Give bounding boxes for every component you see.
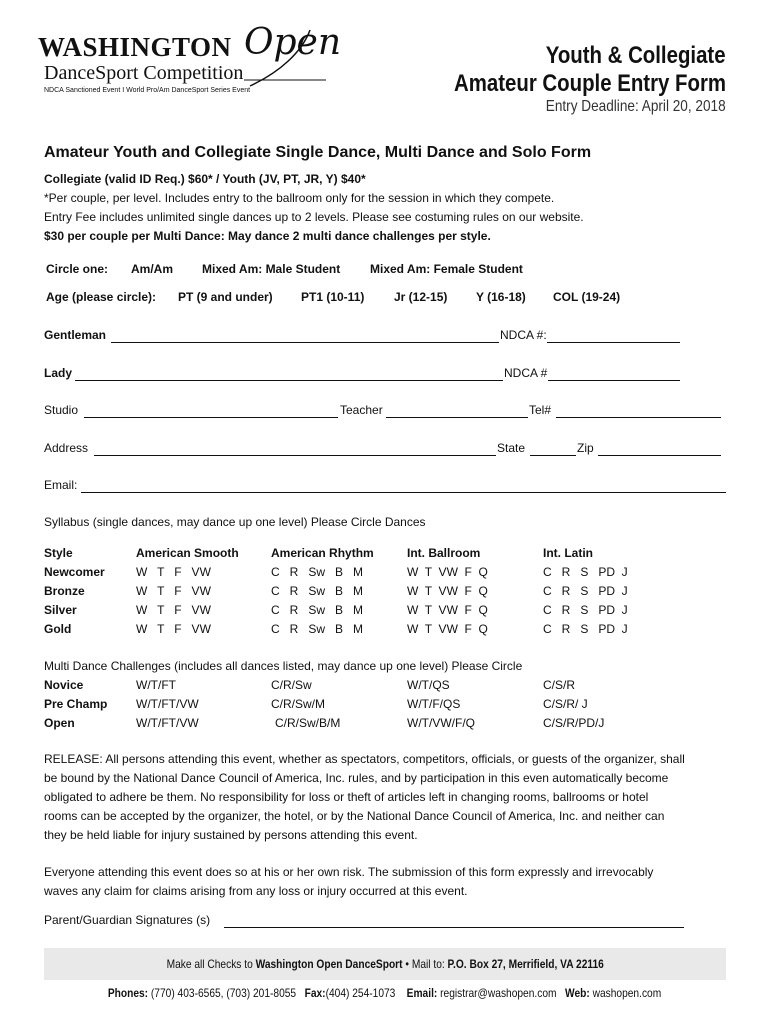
level-label: Bronze [44,584,85,598]
multi-smooth[interactable]: W/T/FT [136,678,176,692]
dances-smooth[interactable]: W T F VW [136,584,211,598]
ndca-label-2: NDCA # [504,366,548,380]
phones-value: (770) 403-6565, (703) 201-8055 [151,986,297,1000]
age-option-pt1[interactable]: PT1 (10-11) [301,290,365,304]
syllabus-header-ballroom: Int. Ballroom [407,546,481,560]
signature-label: Parent/Guardian Signatures (s) [44,913,211,927]
form-title-line1: Youth & Collegiate [546,42,726,69]
age-label: Age (please circle): [46,290,157,304]
multi-ballroom[interactable]: W/T/VW/F/Q [407,716,475,730]
multi-smooth[interactable]: W/T/FT/VW [136,716,199,730]
tel-field[interactable] [556,417,721,418]
multi-rhythm[interactable]: C/R/Sw/B/M [275,716,341,730]
risk-line-1: Everyone attending this event does so at his or her own risk. The submission of this form expressly and irrevocably [44,865,654,879]
release-line-3: obligated to adhere be them. No responsibility for loss or theft of articles left in changing rooms, ballrooms or hotel [44,790,649,804]
multi-fee-note: $30 per couple per Multi Dance: May dance 2 multi dance challenges per style. [44,229,491,243]
option-mixed-male[interactable]: Mixed Am: Male Student [202,262,341,276]
level-label: Pre Champ [44,697,108,711]
ndca-label-1: NDCA #: [500,328,547,342]
dances-ballroom[interactable]: W T VW F Q [407,565,488,579]
address-field[interactable] [94,455,496,456]
signature-field[interactable] [224,927,684,928]
dances-ballroom[interactable]: W T VW F Q [407,584,488,598]
logo-washington: WASHINGTON [38,32,232,62]
state-label: State [497,441,526,455]
web-label: Web: [565,986,591,1000]
dances-smooth[interactable]: W T F VW [136,603,211,617]
fee-line: Collegiate (valid ID Req.) $60* / Youth (JV, PT, JR, Y) $40* [44,172,366,186]
dances-smooth[interactable]: W T F VW [136,622,211,636]
mail-address: P.O. Box 27, Merrifield, VA 22116 [447,957,604,971]
multi-smooth[interactable]: W/T/FT/VW [136,697,199,711]
teacher-label: Teacher [340,403,383,417]
logo-tagline: NDCA Sanctioned Event I World Pro/Am DanceSport Series Event [44,87,251,94]
address-label: Address [44,441,89,455]
checks-line [0,957,770,971]
multi-rhythm[interactable]: C/R/Sw/M [271,697,325,711]
studio-field[interactable] [84,417,338,418]
release-line-2: be bound by the National Dance Council of America, Inc. rules, and by participation in this even automatically become [44,771,669,785]
dances-ballroom[interactable]: W T VW F Q [407,622,488,636]
form-title-line2: Amateur Couple Entry Form [453,70,726,97]
dances-rhythm[interactable]: C R Sw B M [271,603,364,617]
gentleman-label: Gentleman [44,328,107,342]
release-line-4: rooms can be accepted by the organizer, the hotel, or by the National Dance Council of America, Inc. and neither can [44,809,665,823]
logo-open: Open [244,22,342,63]
checks-prefix: Make all Checks to [166,957,253,971]
multi-ballroom[interactable]: W/T/F/QS [407,697,461,711]
email-label: Email: [44,478,78,492]
state-field[interactable] [530,455,576,456]
multi-latin[interactable]: C/S/R/ J [543,697,588,711]
risk-line-2: waves any claim for claims arising from any loss or injury occurred at this event. [44,884,468,898]
age-option-jr[interactable]: Jr (12-15) [394,290,448,304]
fee-note-1: *Per couple, per level. Includes entry to the ballroom only for the session in which they compete. [44,191,555,205]
ndca-field-1[interactable] [547,342,680,343]
web-value[interactable]: washopen.com [593,986,662,1000]
dances-smooth[interactable]: W T F VW [136,565,211,579]
multi-latin[interactable]: C/S/R [543,678,576,692]
level-label: Newcomer [44,565,105,579]
dances-ballroom[interactable]: W T VW F Q [407,603,488,617]
age-option-pt[interactable]: PT (9 and under) [178,290,273,304]
multi-ballroom[interactable]: W/T/QS [407,678,450,692]
release-line-5: they be held liable for injury sustained by persons attending this event. [44,828,418,842]
circle-one-label: Circle one: [46,262,109,276]
fee-note-2: Entry Fee includes unlimited single dances up to 2 levels. Please see costuming rules on our website. [44,210,584,224]
fax-label: Fax: [305,986,327,1000]
syllabus-header-style: Style [44,546,73,560]
dances-rhythm[interactable]: C R Sw B M [271,565,364,579]
teacher-field[interactable] [386,417,528,418]
section-title: Amateur Youth and Collegiate Single Dance, Multi Dance and Solo Form [44,144,592,161]
zip-field[interactable] [598,455,721,456]
syllabus-intro: Syllabus (single dances, may dance up one level) Please Circle Dances [44,515,426,529]
syllabus-header-rhythm: American Rhythm [271,546,374,560]
multi-rhythm[interactable]: C/R/Sw [271,678,312,692]
lady-field[interactable] [75,380,503,381]
phones-label: Phones: [108,986,149,1000]
entry-deadline: Entry Deadline: April 20, 2018 [546,98,726,115]
dances-latin[interactable]: C R S PD J [543,584,628,598]
dances-rhythm[interactable]: C R Sw B M [271,584,364,598]
logo-subtitle: DanceSport Competition [44,62,244,84]
ndca-field-2[interactable] [548,380,680,381]
dances-latin[interactable]: C R S PD J [543,622,628,636]
level-label: Novice [44,678,84,692]
lady-label: Lady [44,366,73,380]
level-label: Open [44,716,75,730]
contact-line [0,986,770,1000]
gentleman-field[interactable] [111,342,499,343]
email-contact-label: Email: [407,986,438,1000]
bullet-icon: • [405,957,409,971]
level-label: Silver [44,603,77,617]
option-mixed-female[interactable]: Mixed Am: Female Student [370,262,523,276]
option-am-am[interactable]: Am/Am [131,262,174,276]
level-label: Gold [44,622,72,636]
syllabus-header-smooth: American Smooth [136,546,239,560]
multi-intro: Multi Dance Challenges (includes all dances listed, may dance up one level) Please Circle [44,659,523,673]
studio-label: Studio [44,403,79,417]
zip-label: Zip [577,441,594,455]
email-field[interactable] [81,492,726,493]
multi-latin[interactable]: C/S/R/PD/J [543,716,605,730]
tel-label: Tel# [529,403,552,417]
age-option-col[interactable]: COL (19-24) [553,290,621,304]
age-option-y[interactable]: Y (16-18) [476,290,526,304]
dances-latin[interactable]: C R S PD J [543,565,628,579]
mail-prefix: Mail to: [411,957,445,971]
syllabus-header-latin: Int. Latin [543,546,593,560]
checks-payee: Washington Open DanceSport [255,957,403,971]
release-line-1: RELEASE: All persons attending this event, whether as spectators, competitors, officials, or guests of the organizer, shall [44,752,685,766]
email-contact-value[interactable]: registrar@washopen.com [440,986,557,1000]
dances-latin[interactable]: C R S PD J [543,603,628,617]
fax-value: (404) 254-1073 [326,986,396,1000]
dances-rhythm[interactable]: C R Sw B M [271,622,364,636]
